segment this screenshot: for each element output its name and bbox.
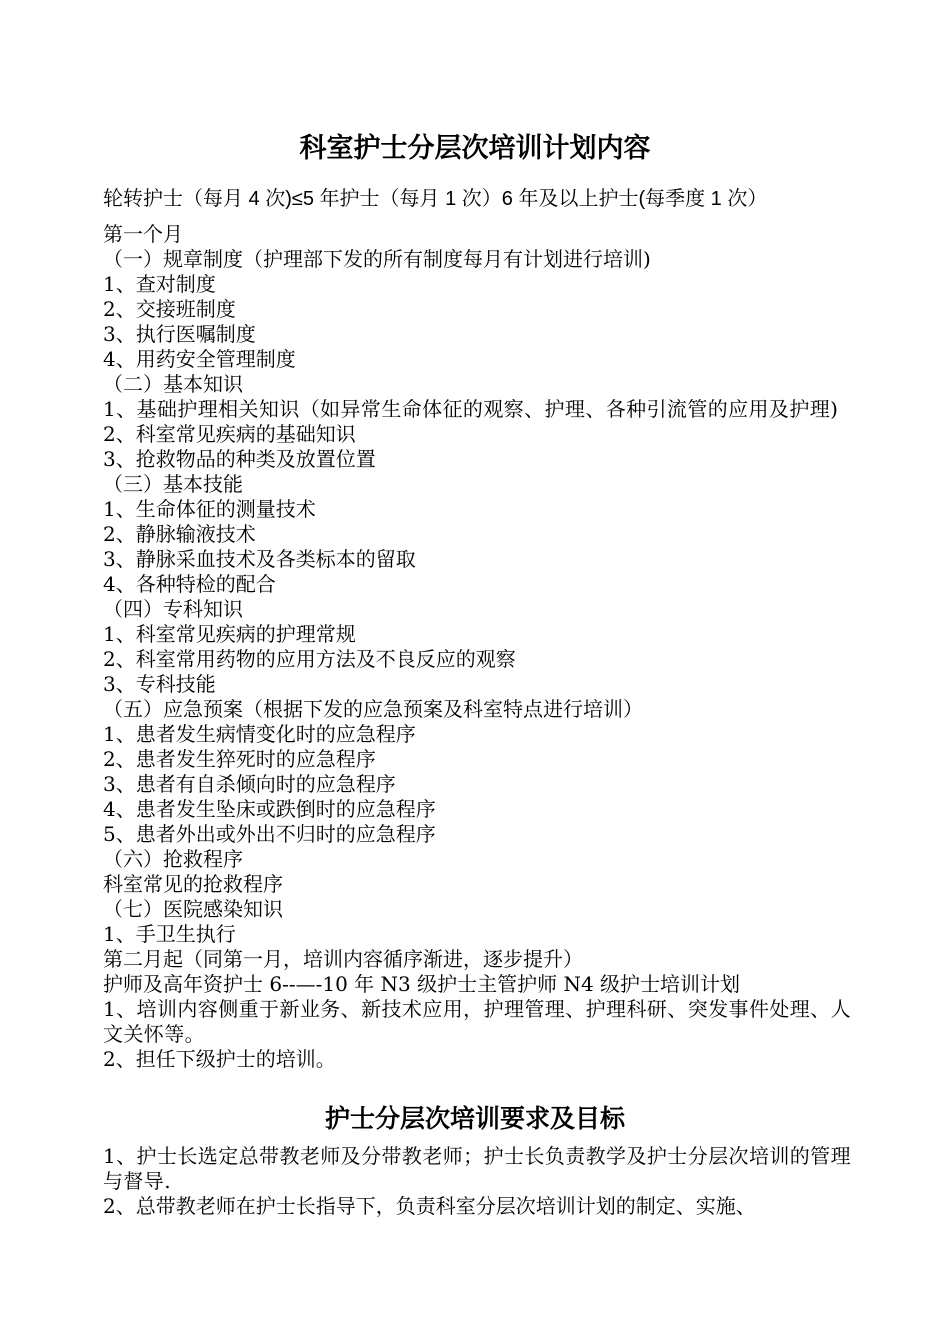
list-item: 1、手卫生执行 — [103, 922, 236, 946]
intro-line: 轮转护士（每月 4 次)≤5 年护士（每月 1 次）6 年及以上护士(每季度 1 次） — [103, 188, 768, 210]
text-line: 第二月起（同第一月，培训内容循序渐进，逐步提升） — [103, 947, 583, 971]
section-title: 护士分层次培训要求及目标 — [324, 1104, 625, 1133]
section-heading: （五）应急预案（根据下发的应急预案及科室特点进行培训） — [103, 697, 643, 721]
list-item: 2、患者发生猝死时的应急程序 — [103, 747, 376, 771]
document-title: 科室护士分层次培训计划内容 — [299, 133, 651, 164]
list-item: 3、执行医嘱制度 — [103, 322, 256, 346]
list-item: 4、患者发生坠床或跌倒时的应急程序 — [103, 797, 436, 821]
list-item: 4、用药安全管理制度 — [103, 347, 296, 371]
list-item: 2、担任下级护士的培训。 — [103, 1047, 336, 1071]
text-line: 护师及高年资护士 6--—-10 年 N3 级护士主管护师 N4 级护士培训计划 — [103, 972, 741, 996]
list-item: 1、科室常见疾病的护理常规 — [103, 622, 356, 646]
section-heading: （七）医院感染知识 — [103, 897, 283, 921]
list-item: 1、患者发生病情变化时的应急程序 — [103, 722, 416, 746]
list-item: 2、科室常用药物的应用方法及不良反应的观察 — [103, 647, 516, 671]
list-item: 2、静脉输液技术 — [103, 522, 256, 546]
section-heading: （一）规章制度（护理部下发的所有制度每月有计划进行培训) — [103, 247, 651, 271]
list-item: 3、患者有自杀倾向时的应急程序 — [103, 772, 396, 796]
list-item: 1、生命体征的测量技术 — [103, 497, 316, 521]
list-item: 4、各种特检的配合 — [103, 572, 276, 596]
section-heading: （四）专科知识 — [103, 597, 243, 621]
section-heading: （二）基本知识 — [103, 372, 243, 396]
list-item: 3、专科技能 — [103, 672, 216, 696]
section-heading: （六）抢救程序 — [103, 847, 243, 871]
plan-content — [103, 222, 851, 1072]
list-item: 科室常见的抢救程序 — [103, 872, 283, 896]
section-heading: （三）基本技能 — [103, 472, 243, 496]
list-item: 1、查对制度 — [103, 272, 216, 296]
list-item: 5、患者外出或外出不归时的应急程序 — [103, 822, 436, 846]
list-item: 3、抢救物品的种类及放置位置 — [103, 447, 376, 471]
list-item: 3、静脉采血技术及各类标本的留取 — [103, 547, 416, 571]
list-item: 1、培训内容侧重于新业务、新技术应用，护理管理、护理科研、突发事件处理、人文关怀等。 — [103, 997, 851, 1046]
text-line: 第一个月 — [103, 222, 183, 246]
list-item: 2、科室常见疾病的基础知识 — [103, 422, 356, 446]
list-item: 1、基础护理相关知识（如异常生命体征的观察、护理、各种引流管的应用及护理) — [103, 397, 839, 421]
requirements-content — [103, 1144, 851, 1219]
list-item: 1、护士长选定总带教老师及分带教老师；护士长负责教学及护士分层次培训的管理与督导. — [103, 1144, 851, 1193]
list-item: 2、总带教老师在护士长指导下，负责科室分层次培训计划的制定、实施、 — [103, 1194, 756, 1218]
list-item: 2、交接班制度 — [103, 297, 236, 321]
